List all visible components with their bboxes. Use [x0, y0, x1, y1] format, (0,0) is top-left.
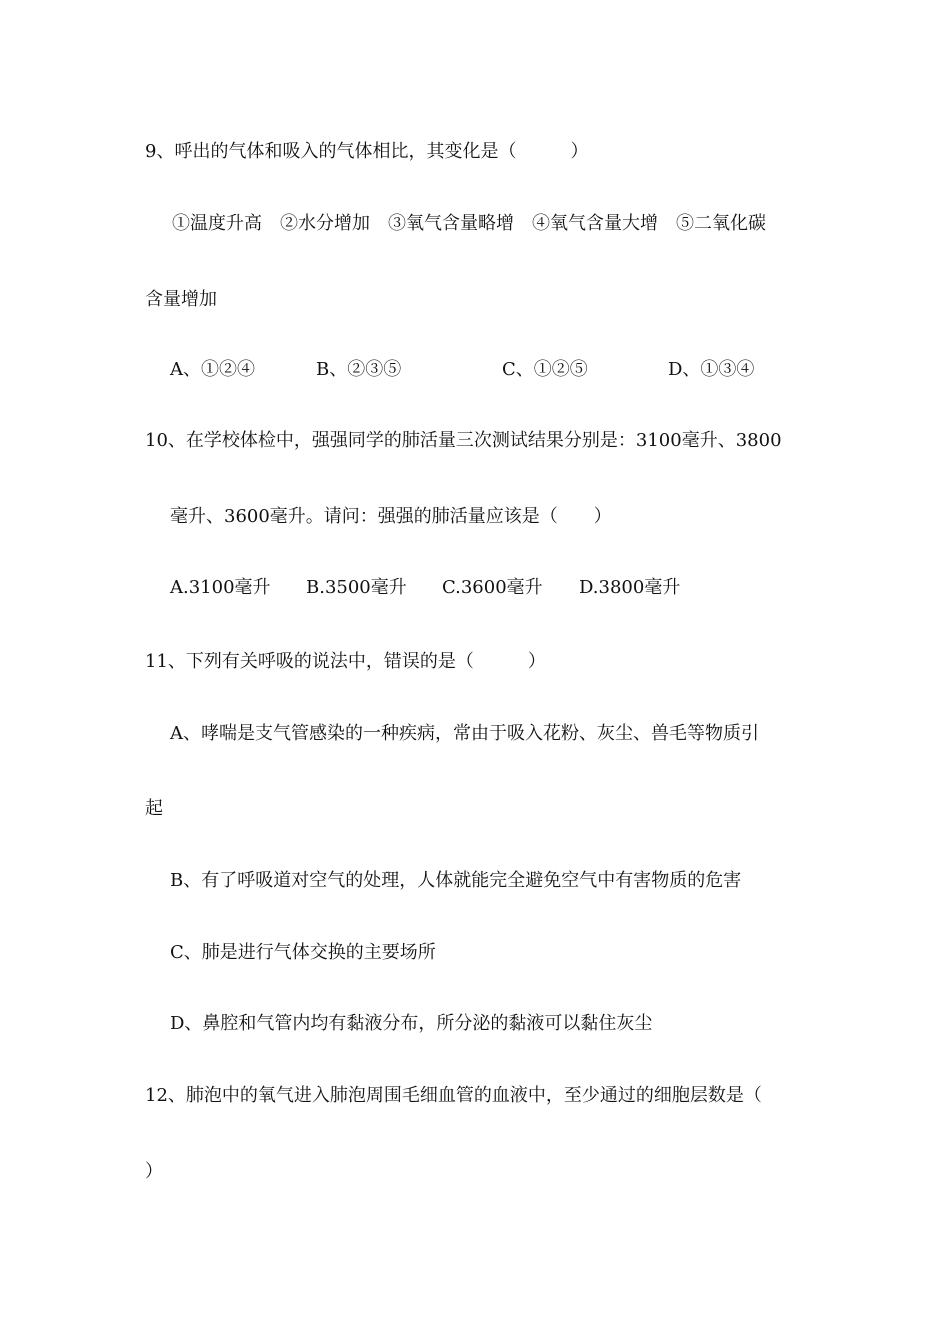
question-9-items-line-2: 含量增加 — [145, 289, 217, 310]
question-10-option-b: B.3500毫升 — [306, 577, 407, 598]
question-11-option-d: D、鼻腔和气管内均有黏液分布，所分泌的黏液可以黏住灰尘 — [170, 1013, 653, 1034]
question-11-option-a-line-1: A、哮喘是支气管感染的一种疾病，常由于吸入花粉、灰尘、兽毛等物质引 — [170, 723, 759, 744]
question-12-stem-line-2: ） — [145, 1161, 163, 1182]
question-11-option-a-line-2: 起 — [145, 798, 163, 819]
question-11-option-b: B、有了呼吸道对空气的处理，人体就能完全避免空气中有害物质的危害 — [170, 870, 742, 891]
question-10-option-d: D.3800毫升 — [579, 577, 681, 598]
question-10-option-c: C.3600毫升 — [442, 577, 543, 598]
question-9-option-d: D、①③④ — [668, 359, 755, 380]
question-9-option-b: B、②③⑤ — [316, 359, 402, 380]
question-11-stem: 11、下列有关呼吸的说法中，错误的是（ ） — [145, 651, 546, 672]
question-10-stem-line-1: 10、在学校体检中，强强同学的肺活量三次测试结果分别是：3100毫升、3800 — [145, 430, 782, 451]
question-12-stem-line-1: 12、肺泡中的氧气进入肺泡周围毛细血管的血液中，至少通过的细胞层数是（ — [145, 1085, 762, 1106]
question-9-stem: 9、呼出的气体和吸入的气体相比，其变化是（ ） — [145, 141, 589, 162]
question-11-option-c: C、肺是进行气体交换的主要场所 — [170, 942, 436, 963]
question-9-items-line-1: ①温度升高 ②水分增加 ③氧气含量略增 ④氧气含量大增 ⑤二氧化碳 — [172, 213, 766, 234]
question-9-option-c: C、①②⑤ — [502, 359, 588, 380]
question-9-option-a: A、①②④ — [170, 359, 255, 380]
question-10-stem-line-2: 毫升、3600毫升。请问：强强的肺活量应该是（ ） — [170, 506, 612, 527]
question-10-option-a: A.3100毫升 — [170, 577, 271, 598]
